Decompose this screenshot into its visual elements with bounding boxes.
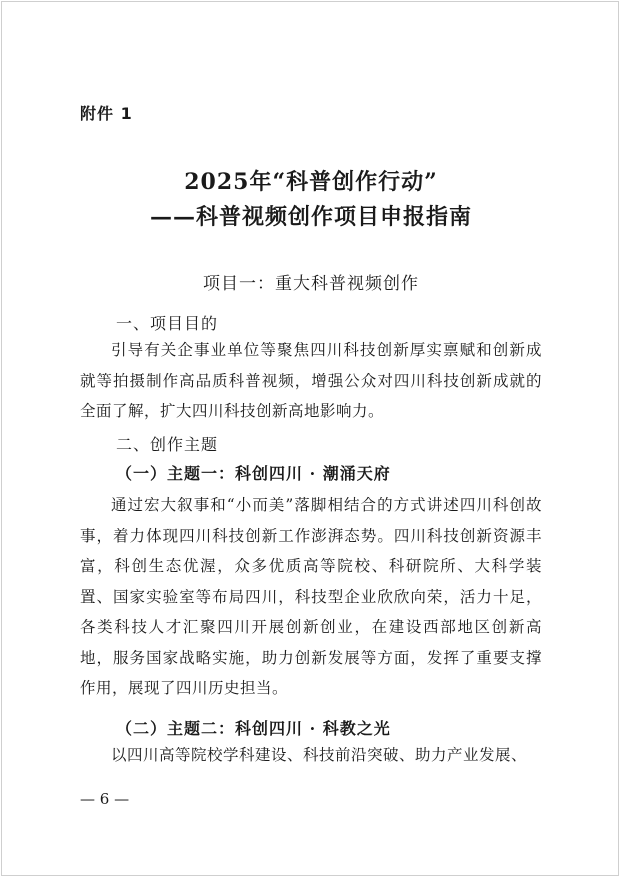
page-number: — 6 — bbox=[80, 790, 130, 808]
section-heading-purpose: 一、项目目的 bbox=[116, 314, 219, 333]
theme2-heading: （二）主题二：科创四川 · 科教之光 bbox=[116, 719, 391, 738]
paragraph-purpose: 引导有关企事业单位等聚焦四川科技创新厚实禀赋和创新成就等拍摄制作高品质科普视频，增强公众对四川科技创新成就的全面了解，扩大四川科技创新高地影响力。 bbox=[80, 341, 542, 420]
theme1-heading: （一）主题一：科创四川 · 潮涌天府 bbox=[116, 464, 391, 483]
annex-label: 附件 1 bbox=[80, 104, 133, 123]
section-heading-themes: 二、创作主题 bbox=[116, 435, 219, 454]
document-title-line1: 2025年“科普创作行动” bbox=[184, 169, 438, 195]
paragraph-theme2: 以四川高等院校学科建设、科技前沿突破、助力产业发展、 bbox=[111, 746, 528, 764]
document-title-line2: ——科普视频创作项目申报指南 bbox=[149, 204, 472, 230]
paragraph-theme1: 通过宏大叙事和“小而美”落脚相结合的方式讲述四川科创故事，着力体现四川科技创新工作澎湃态势。四川科技创新资源丰富，科创生态优渥，众多优质高等院校、科研院所、大科学装置、国家实验室等布局四川，科技型企业欣欣向荣，活力十足，各类科技人才汇聚四川开展创新创业，在建设西部地区创新高地，服务国家战略实施，助力创新发展等方面，发挥了重要支撑作用，展现了四川历史担当。 bbox=[80, 496, 542, 697]
project-heading: 项目一：重大科普视频创作 bbox=[203, 274, 419, 294]
